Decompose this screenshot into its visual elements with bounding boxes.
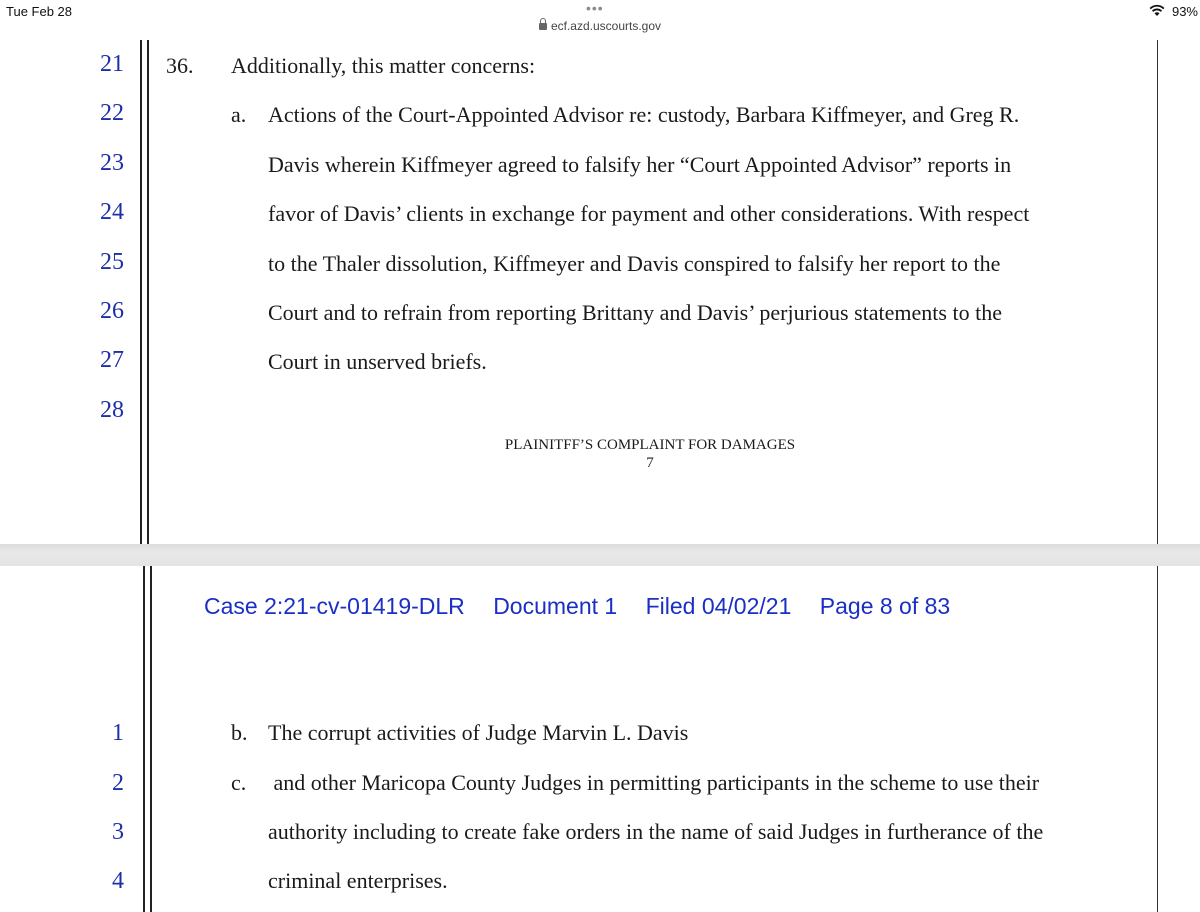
ecf-case-header (204, 593, 972, 620)
item-c-marker: c. (231, 770, 247, 795)
item-c-line: and other Maricopa County Judges in permitting participants in the scheme to use their (268, 770, 1040, 795)
wifi-icon (1148, 3, 1166, 17)
item-a-line: Court in unserved briefs. (268, 349, 487, 374)
address-bar[interactable] (0, 19, 1200, 33)
right-margin-rule (1157, 566, 1158, 912)
footer-title: PLAINITFF’S COMPLAINT FOR DAMAGES (504, 437, 796, 453)
status-bar (0, 0, 1200, 40)
item-b-text: The corrupt activities of Judge Marvin L. Davis (268, 720, 689, 745)
paragraph-intro: Additionally, this matter concerns: (231, 53, 536, 78)
lock-icon (539, 23, 547, 30)
document-page-8 (0, 566, 1200, 912)
footer-page-number: 7 (646, 455, 654, 471)
line-number: 22 (100, 100, 124, 126)
line-number: 1 (112, 720, 124, 746)
page-count: Page 8 of 83 (819, 593, 951, 619)
document-number: Document 1 (493, 593, 618, 619)
line-number: 21 (100, 51, 124, 77)
item-a-line: Court and to refrain from reporting Brittany and Davis’ perjurious statements to the (268, 300, 1002, 325)
line-number: 27 (100, 347, 124, 373)
item-c-line: authority including to create fake orders in the name of said Judges in furtherance of the (268, 819, 1044, 844)
item-a-marker: a. (231, 102, 247, 127)
item-c-line: criminal enterprises. (268, 868, 448, 893)
line-number: 23 (100, 150, 124, 176)
item-a-line: Davis wherein Kiffmeyer agreed to falsify her “Court Appointed Advisor” reports in (268, 152, 1012, 177)
page-break (0, 544, 1200, 566)
item-b-marker: b. (231, 720, 248, 745)
line-number: 24 (100, 199, 124, 225)
status-date: Tue Feb 28 (6, 4, 73, 19)
item-a-line: Actions of the Court-Appointed Advisor re: custody, Barbara Kiffmeyer, and Greg R. (268, 102, 1020, 127)
battery-level: 93% (1171, 4, 1198, 19)
filed-date: Filed 04/02/21 (645, 593, 792, 619)
item-a-line: favor of Davis’ clients in exchange for payment and other considerations. With respect (268, 201, 1030, 226)
line-number: 2 (112, 770, 124, 796)
case-number: Case 2:21-cv-01419-DLR (204, 593, 465, 619)
line-number: 25 (100, 249, 124, 275)
more-dots-icon[interactable]: ••• (586, 0, 604, 16)
line-number: 3 (112, 819, 124, 845)
line-number: 26 (100, 298, 124, 324)
document-page-7 (0, 40, 1200, 545)
paragraph-number: 36. (166, 53, 194, 78)
url-text: ecf.azd.uscourts.gov (550, 19, 662, 33)
line-number: 4 (112, 868, 124, 894)
line-number: 28 (100, 397, 124, 423)
item-a-line: to the Thaler dissolution, Kiffmeyer and Davis conspired to falsify her report to the (268, 251, 1001, 276)
